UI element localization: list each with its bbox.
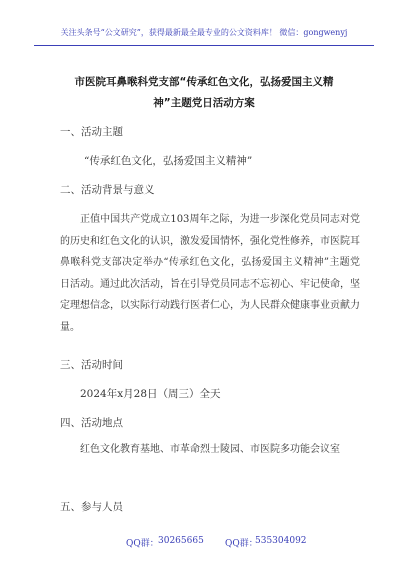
- section-body-location: [60, 439, 360, 461]
- section-body-time: 2024年x月28日（周三）全天: [80, 388, 221, 400]
- section-heading-theme: 一、活动主题: [60, 126, 123, 138]
- footer-qq-number: 30265665: [158, 536, 204, 546]
- header-banner: 关注头条号“公文研究”，获得最新最全最专业的公文资料库！ 微信：gongwenyj: [60, 28, 348, 37]
- footer-qq-label: QQ群：: [126, 539, 159, 549]
- section-body-background-text: 正值中国共产党成立103周年之际，为进一步深化党员同志对党的历史和红色文化的认识，激发爱国情怀，强化党性修养，市医院耳鼻喉科党支部决定举办“传承红色文化，弘扬爱国主义精神”主题党日活动。通过此次活动，旨在引导党员同志不忘初心、牢记使命，坚定理想信念，以实际行动践行医者仁心，为人民群众健康事业贡献力量。: [60, 214, 360, 333]
- section-heading-participants: 五、参与人员: [60, 501, 123, 513]
- footer-qq2-label: QQ群：: [225, 539, 258, 549]
- footer-qq2-number: 535304092: [255, 536, 307, 546]
- footer: [0, 536, 408, 552]
- section-heading-location: 四、活动地点: [60, 417, 123, 429]
- document-title: 市医院耳鼻喉科党支部“传承红色文化，弘扬爱国主义精神”主题党日活动方案: [74, 76, 334, 109]
- section-heading-background: 二、活动背景与意义: [60, 184, 155, 196]
- section-body-background: [60, 209, 360, 339]
- header-divider: [34, 45, 374, 46]
- section-body-location-text: 红色文化教育基地、市革命烈士陵园、市医院多功能会议室: [80, 444, 340, 455]
- section-heading-time: 三、活动时间: [60, 359, 123, 371]
- section-body-theme: “传承红色文化，弘扬爱国主义精神”: [84, 155, 253, 167]
